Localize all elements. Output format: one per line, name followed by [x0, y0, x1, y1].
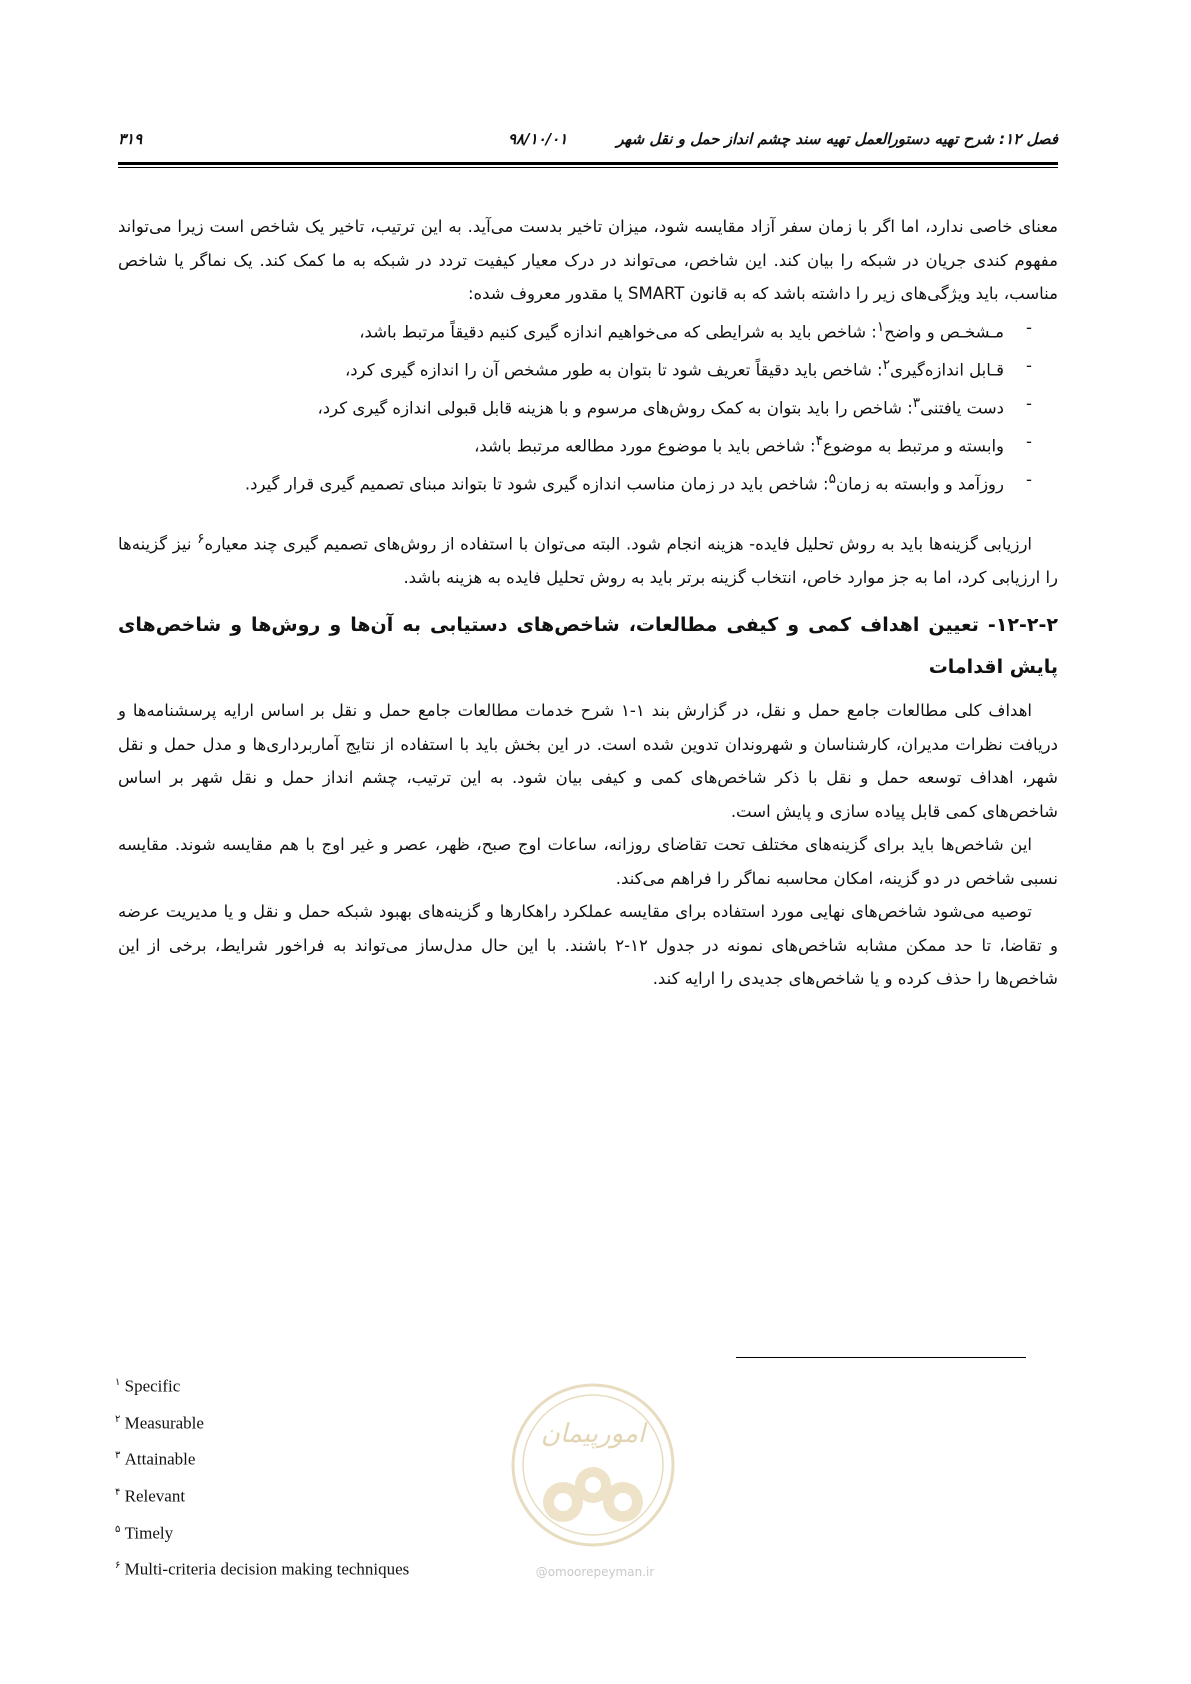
smart-criteria-list — [118, 311, 1058, 501]
footnote-ref: ۲ — [882, 356, 891, 373]
criterion-term: دست یافتنی — [920, 398, 1004, 417]
criterion-term: قـابل اندازه‌گیری — [890, 360, 1004, 379]
chapter-title: فصل ۱۲: شرح تهیه دستورالعمل تهیه سند چشم انداز حمل و نقل شهر — [616, 130, 1058, 148]
footnote-text: Timely — [124, 1523, 174, 1543]
criterion-term: روزآمد و وابسته به زمان — [835, 474, 1004, 493]
intro-paragraph — [118, 210, 1058, 311]
footnote-number: ۲ — [115, 1413, 121, 1425]
header-date: ۹۸/۱۰/۰۱ — [508, 130, 568, 148]
criterion-text: : شاخص باید در زمان مناسب اندازه گیری شود تا بتواند مبنای تصمیم گیری قرار گیرد. — [244, 474, 829, 493]
footnote-text: Relevant — [124, 1486, 186, 1506]
footnote-text: Attainable — [124, 1449, 196, 1469]
list-item — [118, 387, 1032, 425]
section-paragraph: اهداف کلی مطالعات جامع حمل و نقل، در گزارش بند ۱-۱ شرح خدمات مطالعات جامع حمل و نقل بر اساس ارایه پرسشنامه‌ها و دریافت نظرات مدیران، کارشناسان و شهروندان تدوین شده است. در این بخش باید با استفاده از نتایج آماربرداری‌ها و مدل حمل و نقل شهر، اهداف توسعه حمل و نقل با ذکر شاخص‌های کمی و کیفی بیان شود. به این ترتیب، چشم انداز حمل و نقل شهر بر اساس شاخص‌های کمی قابل پیاده سازی و پایش است. — [118, 701, 1058, 821]
watermark-seal-logo — [508, 1380, 678, 1550]
section-paragraph: توصیه می‌شود شاخص‌های نهایی مورد استفاده برای مقایسه عملکرد راهکارها و گزینه‌های بهبود شبکه حمل و نقل و یا مدیریت عرضه و تقاضا، تا حد ممکن مشابه شاخص‌های نمونه در جدول ۱۲-۲ باشند. با این حال مدل‌ساز می‌تواند به فراخور شرایط، برخی از این شاخص‌ها را حذف کرده و یا شاخص‌های جدیدی را ارایه کند. — [118, 902, 1058, 988]
criterion-term: وابسته و مرتبط به موضوع — [823, 436, 1004, 455]
footnote-number: ۳ — [115, 1450, 121, 1462]
list-item — [118, 311, 1032, 349]
section-paragraph: این شاخص‌ها باید برای گزینه‌های مختلف تحت تقاضای روزانه، ساعات اوج صبح، ظهر، عصر و غیر اوج با هم مقایسه شوند. مقایسه نسبی شاخص در دو گزینه، امکان محاسبه نماگر را فراهم می‌کند. — [118, 835, 1058, 888]
footnote-ref: ۶ — [197, 530, 205, 547]
page-header — [118, 130, 1058, 154]
list-item — [118, 425, 1032, 463]
footnote-text: Specific — [124, 1376, 181, 1396]
page-number: ۳۱۹ — [118, 130, 143, 148]
header-rule-thin — [118, 167, 1058, 168]
footnote-separator — [736, 1357, 1026, 1358]
criterion-text: : شاخص باید با موضوع مورد مطالعه مرتبط باشد، — [474, 436, 816, 455]
watermark-logo-text: امورپیمان — [540, 1419, 646, 1449]
intro-line: معنای خاصی ندارد، اما اگر با زمان سفر آزاد مقایسه شود، میزان تاخیر بدست می‌آید. به این ترتیب، تاخیر یک شاخص — [249, 217, 1058, 236]
page-body — [118, 210, 1058, 996]
footnote-number: ۵ — [115, 1523, 121, 1535]
criterion-term: مـشخـص و واضح — [884, 322, 1004, 341]
footnote-ref: ۵ — [828, 470, 836, 487]
footnote-number: ۱ — [115, 1377, 121, 1388]
header-rule-thick — [118, 162, 1058, 165]
footnote-text: Multi-criteria decision making techniques — [124, 1559, 410, 1579]
evaluation-text: نیز گزینه‌ها را ارزیابی کرد، اما به جز موارد خاص، انتخاب گزینه برتر باید به روش تحلیل فایده به هزینه باشد. — [118, 534, 1058, 587]
list-item — [118, 463, 1032, 501]
section-heading: ۱۲-۲-۲- تعیین اهداف کمی و کیفی مطالعات، شاخص‌های دستیابی به آن‌ها و روش‌ها و شاخص‌های پایش اقدامات — [118, 614, 1058, 678]
footnote-text: Measurable — [124, 1413, 204, 1433]
list-item — [118, 349, 1032, 387]
criterion-text: : شاخص باید دقیقاً تعریف شود تا بتوان به طور مشخص آن را اندازه گیری کرد، — [344, 360, 883, 379]
evaluation-text: ارزیابی گزینه‌ها باید به روش تحلیل فایده- هزینه انجام شود. البته می‌توان با استفاده از روش‌های تصمیم گیری چند معیاره — [204, 534, 1032, 553]
footnote-ref: ۴ — [815, 432, 823, 449]
criterion-text: : شاخص را باید بتوان به کمک روش‌های مرسوم و با هزینه قابل قبولی اندازه گیری کرد، — [317, 398, 913, 417]
intro-line: شده: — [467, 284, 505, 303]
footnote-number: ۶ — [115, 1560, 121, 1572]
intro-line: است زیرا می‌تواند مفهوم کندی جریان در شبکه را بیان کند. این شاخص، می‌تواند در درک معیار کیفیت تردد در شبکه — [118, 217, 1058, 270]
evaluation-paragraph — [118, 523, 1058, 595]
footnote-number: ۴ — [115, 1486, 121, 1498]
footnote-ref: ۳ — [912, 394, 921, 411]
criterion-text: : شاخص باید به شرایطی که می‌خواهیم اندازه گیری کنیم دقیقاً مرتبط باشد، — [359, 322, 877, 341]
footnote-ref: ۱ — [876, 318, 885, 335]
intro-line: به ما کمک کند. یک نماگر یا شاخص مناسب، باید ویژگی‌های زیر را داشته باشد که به قانون SMART یا مقدور معروف — [118, 250, 1058, 303]
watermark-url: @omoorepeyman.ir — [535, 1565, 655, 1579]
